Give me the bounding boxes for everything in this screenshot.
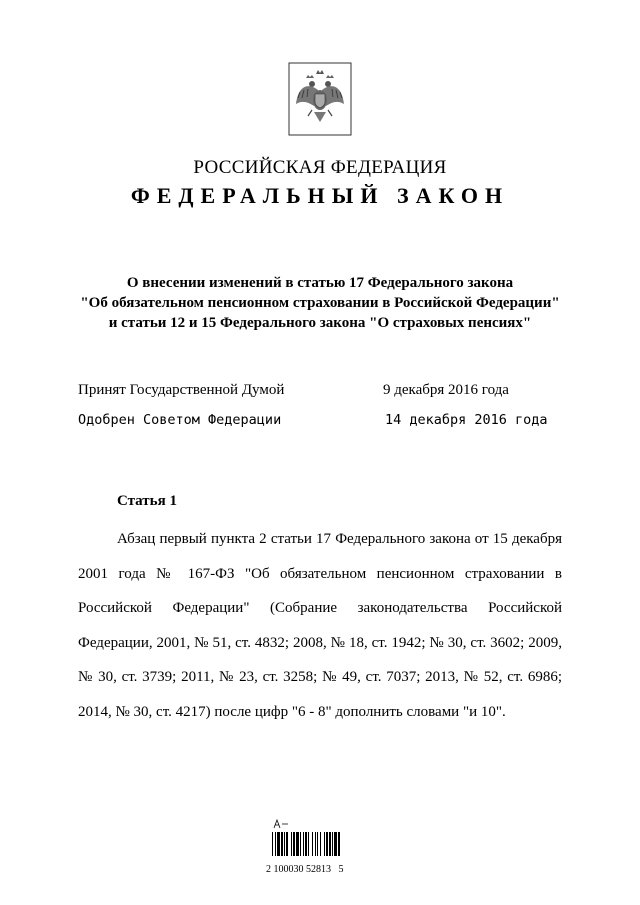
barcode-bar [296, 832, 299, 856]
barcode-bar [277, 832, 280, 856]
title-line: и статьи 12 и 15 Федерального закона "О страховых пенсиях" [108, 315, 532, 331]
barcode-bar [272, 832, 273, 856]
barcode-bar [291, 832, 292, 856]
coat-of-arms-icon [288, 62, 352, 136]
body-line: 2014, № 30, ст. 4217) после цифр "6 - 8" дополнить словами "и 10". [78, 703, 506, 720]
barcode-bar [326, 832, 328, 856]
barcode-bar [320, 832, 321, 856]
country-name: РОССИЙСКАЯ ФЕДЕРАЦИЯ [193, 157, 447, 178]
law-title [40, 273, 600, 333]
barcode-bar [305, 832, 307, 856]
barcode-bar [275, 832, 276, 856]
barcode-bar [300, 832, 301, 856]
body-line: Абзац первый пункта 2 статьи 17 Федерального закона от 15 декабря [117, 531, 562, 547]
barcode-bar [308, 832, 309, 856]
barcode-bar [303, 832, 304, 856]
title-line: О внесении изменений в статью 17 Федерального закона [126, 275, 514, 291]
barcode-bar [334, 832, 337, 856]
barcode-mark [274, 820, 288, 828]
barcode-bar [329, 832, 331, 856]
barcode-bar [332, 832, 333, 856]
article-body [78, 522, 562, 729]
barcode-bar [293, 832, 295, 856]
barcode-bar [338, 832, 340, 856]
barcode-bar [286, 832, 288, 856]
body-line: Российской Федерации" (Собрание законодательства Российской [78, 600, 562, 616]
body-line: Федерации, 2001, № 51, ст. 4832; 2008, № 18, ст. 1942; № 30, ст. 3602; 2009, [78, 634, 562, 651]
council-date: 14 декабря 2016 года [385, 412, 548, 428]
barcode-bar [324, 832, 325, 856]
council-label: Одобрен Советом Федерации [78, 412, 282, 428]
barcode-bar [315, 832, 316, 856]
body-line: № 30, ст. 3739; 2011, № 23, ст. 3258; № 49, ст. 7037; 2013, № 52, ст. 6986; [78, 669, 562, 685]
duma-date: 9 декабря 2016 года [383, 382, 509, 398]
barcode-bar [312, 832, 313, 856]
barcode-bar [281, 832, 283, 856]
title-line: "Об обязательном пенсионном страховании в Российской Федерации" [80, 295, 560, 311]
article-heading: Статья 1 [117, 493, 177, 509]
barcode-bar [284, 832, 285, 856]
barcode-number: 2 100030 52813 5 [266, 864, 344, 875]
barcode-bar [317, 832, 318, 856]
duma-label: Принят Государственной Думой [78, 382, 285, 398]
document-type: ФЕДЕРАЛЬНЫЙ ЗАКОН [130, 183, 510, 208]
body-line: 2001 года № 167-ФЗ "Об обязательном пенсионном страховании в [78, 565, 562, 582]
